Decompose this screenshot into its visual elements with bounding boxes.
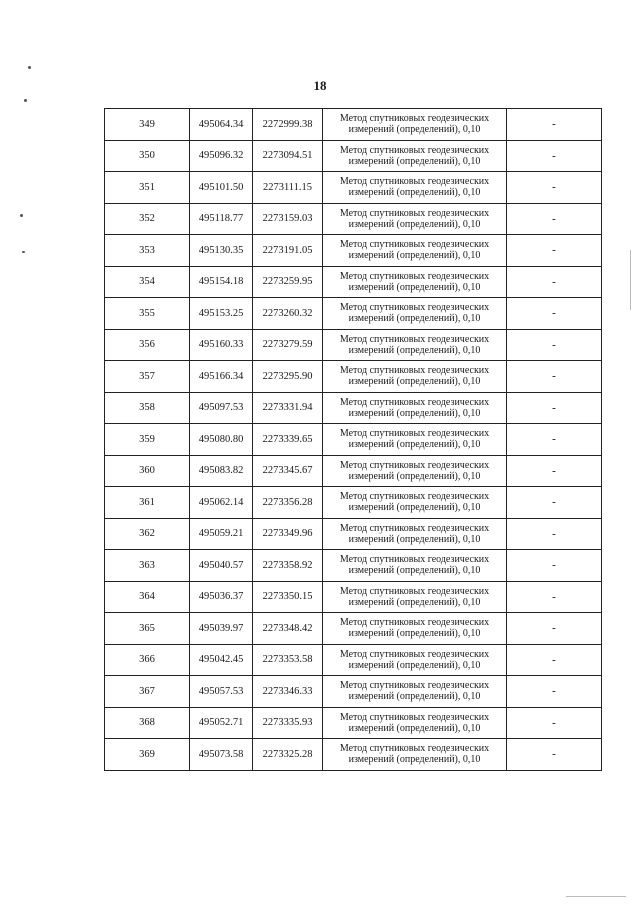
method-cell <box>323 266 507 298</box>
method-line-2: измерений (определений), 0,10 <box>348 659 481 671</box>
table-row <box>105 235 602 267</box>
table-row <box>105 676 602 708</box>
note-cell: - <box>507 298 602 330</box>
point-number-cell: 353 <box>105 235 190 267</box>
method-line-1: Метод спутниковых геодезических <box>339 396 490 408</box>
method-line-2: измерений (определений), 0,10 <box>348 250 481 262</box>
table-row <box>105 203 602 235</box>
method-line-2: измерений (определений), 0,10 <box>348 439 481 451</box>
method-line-1: Метод спутниковых геодезических <box>339 207 490 219</box>
method-line-2: измерений (определений), 0,10 <box>348 124 481 136</box>
note-cell: - <box>507 676 602 708</box>
method-line-1: Метод спутниковых геодезических <box>339 144 490 156</box>
x-coordinate-cell: 495057.53 <box>190 676 253 708</box>
method-line-1: Метод спутниковых геодезических <box>339 617 490 629</box>
point-number-cell: 361 <box>105 487 190 519</box>
method-cell <box>323 739 507 771</box>
point-number-cell: 352 <box>105 203 190 235</box>
table-row <box>105 644 602 676</box>
table-row <box>105 455 602 487</box>
x-coordinate-cell: 495160.33 <box>190 329 253 361</box>
method-line-1: Метод спутниковых геодезических <box>339 333 490 345</box>
method-line-2: измерений (определений), 0,10 <box>348 754 481 766</box>
scan-speck <box>22 251 25 253</box>
note-cell: - <box>507 707 602 739</box>
y-coordinate-cell: 2273279.59 <box>253 329 323 361</box>
method-cell <box>323 235 507 267</box>
point-number-cell: 358 <box>105 392 190 424</box>
point-number-cell: 368 <box>105 707 190 739</box>
method-line-1: Метод спутниковых геодезических <box>339 711 490 723</box>
y-coordinate-cell: 2273191.05 <box>253 235 323 267</box>
coordinates-table <box>104 108 602 771</box>
x-coordinate-cell: 495154.18 <box>190 266 253 298</box>
x-coordinate-cell: 495118.77 <box>190 203 253 235</box>
y-coordinate-cell: 2273356.28 <box>253 487 323 519</box>
method-line-2: измерений (определений), 0,10 <box>348 502 481 514</box>
note-cell: - <box>507 613 602 645</box>
method-line-1: Метод спутниковых геодезических <box>339 648 490 660</box>
method-cell <box>323 613 507 645</box>
method-cell <box>323 140 507 172</box>
y-coordinate-cell: 2273358.92 <box>253 550 323 582</box>
method-line-2: измерений (определений), 0,10 <box>348 533 481 545</box>
x-coordinate-cell: 495036.37 <box>190 581 253 613</box>
page-number: 18 <box>313 78 327 93</box>
note-cell: - <box>507 455 602 487</box>
method-cell <box>323 707 507 739</box>
note-cell: - <box>507 266 602 298</box>
method-line-2: измерений (определений), 0,10 <box>348 470 481 482</box>
method-cell <box>323 172 507 204</box>
y-coordinate-cell: 2273159.03 <box>253 203 323 235</box>
x-coordinate-cell: 495040.57 <box>190 550 253 582</box>
y-coordinate-cell: 2273353.58 <box>253 644 323 676</box>
table-row <box>105 707 602 739</box>
method-line-2: измерений (определений), 0,10 <box>348 407 481 419</box>
note-cell: - <box>507 424 602 456</box>
y-coordinate-cell: 2273346.33 <box>253 676 323 708</box>
x-coordinate-cell: 495130.35 <box>190 235 253 267</box>
x-coordinate-cell: 495052.71 <box>190 707 253 739</box>
table-row <box>105 550 602 582</box>
method-cell <box>323 329 507 361</box>
note-cell: - <box>507 550 602 582</box>
note-cell: - <box>507 392 602 424</box>
x-coordinate-cell: 495042.45 <box>190 644 253 676</box>
table-row <box>105 487 602 519</box>
note-cell: - <box>507 140 602 172</box>
method-cell <box>323 109 507 141</box>
note-cell: - <box>507 172 602 204</box>
method-cell <box>323 424 507 456</box>
method-line-1: Метод спутниковых геодезических <box>339 113 490 125</box>
x-coordinate-cell: 495062.14 <box>190 487 253 519</box>
method-line-2: измерений (определений), 0,10 <box>348 376 481 388</box>
y-coordinate-cell: 2273348.42 <box>253 613 323 645</box>
y-coordinate-cell: 2273339.65 <box>253 424 323 456</box>
point-number-cell: 359 <box>105 424 190 456</box>
method-cell <box>323 644 507 676</box>
x-coordinate-cell: 495039.97 <box>190 613 253 645</box>
method-line-1: Метод спутниковых геодезических <box>339 585 490 597</box>
table-row <box>105 172 602 204</box>
note-cell: - <box>507 361 602 393</box>
x-coordinate-cell: 495083.82 <box>190 455 253 487</box>
method-cell <box>323 455 507 487</box>
y-coordinate-cell: 2273111.15 <box>253 172 323 204</box>
scan-edge-line <box>630 250 631 310</box>
x-coordinate-cell: 495064.34 <box>190 109 253 141</box>
method-line-2: измерений (определений), 0,10 <box>348 344 481 356</box>
x-coordinate-cell: 495059.21 <box>190 518 253 550</box>
method-line-1: Метод спутниковых геодезических <box>339 522 490 534</box>
table-row <box>105 140 602 172</box>
method-line-2: измерений (определений), 0,10 <box>348 218 481 230</box>
note-cell: - <box>507 581 602 613</box>
method-cell <box>323 203 507 235</box>
point-number-cell: 365 <box>105 613 190 645</box>
note-cell: - <box>507 109 602 141</box>
table-row <box>105 361 602 393</box>
method-cell <box>323 676 507 708</box>
coordinates-table-body <box>105 109 602 771</box>
point-number-cell: 366 <box>105 644 190 676</box>
point-number-cell: 367 <box>105 676 190 708</box>
x-coordinate-cell: 495101.50 <box>190 172 253 204</box>
table-row <box>105 424 602 456</box>
point-number-cell: 351 <box>105 172 190 204</box>
method-line-2: измерений (определений), 0,10 <box>348 628 481 640</box>
note-cell: - <box>507 518 602 550</box>
method-line-2: измерений (определений), 0,10 <box>348 691 481 703</box>
point-number-cell: 369 <box>105 739 190 771</box>
table-row <box>105 329 602 361</box>
y-coordinate-cell: 2273331.94 <box>253 392 323 424</box>
note-cell: - <box>507 329 602 361</box>
method-line-1: Метод спутниковых геодезических <box>339 428 490 440</box>
point-number-cell: 354 <box>105 266 190 298</box>
method-line-2: измерений (определений), 0,10 <box>348 565 481 577</box>
method-line-1: Метод спутниковых геодезических <box>339 680 490 692</box>
method-line-2: измерений (определений), 0,10 <box>348 313 481 325</box>
x-coordinate-cell: 495166.34 <box>190 361 253 393</box>
y-coordinate-cell: 2273349.96 <box>253 518 323 550</box>
y-coordinate-cell: 2273260.32 <box>253 298 323 330</box>
table-row <box>105 266 602 298</box>
method-line-1: Метод спутниковых геодезических <box>339 270 490 282</box>
note-cell: - <box>507 235 602 267</box>
table-row <box>105 613 602 645</box>
point-number-cell: 355 <box>105 298 190 330</box>
x-coordinate-cell: 495097.53 <box>190 392 253 424</box>
method-line-1: Метод спутниковых геодезических <box>339 365 490 377</box>
table-row <box>105 392 602 424</box>
table-row <box>105 739 602 771</box>
point-number-cell: 357 <box>105 361 190 393</box>
method-line-2: измерений (определений), 0,10 <box>348 281 481 293</box>
method-cell <box>323 298 507 330</box>
point-number-cell: 363 <box>105 550 190 582</box>
x-coordinate-cell: 495153.25 <box>190 298 253 330</box>
method-cell <box>323 487 507 519</box>
y-coordinate-cell: 2273345.67 <box>253 455 323 487</box>
point-number-cell: 362 <box>105 518 190 550</box>
method-line-2: измерений (определений), 0,10 <box>348 187 481 199</box>
point-number-cell: 349 <box>105 109 190 141</box>
point-number-cell: 356 <box>105 329 190 361</box>
method-line-1: Метод спутниковых геодезических <box>339 554 490 566</box>
scan-speck <box>20 214 23 217</box>
scan-edge-line <box>566 896 626 897</box>
y-coordinate-cell: 2272999.38 <box>253 109 323 141</box>
note-cell: - <box>507 739 602 771</box>
table-row <box>105 518 602 550</box>
y-coordinate-cell: 2273350.15 <box>253 581 323 613</box>
x-coordinate-cell: 495073.58 <box>190 739 253 771</box>
point-number-cell: 350 <box>105 140 190 172</box>
table-row <box>105 298 602 330</box>
scan-speck <box>28 66 31 69</box>
y-coordinate-cell: 2273335.93 <box>253 707 323 739</box>
method-cell <box>323 361 507 393</box>
scan-speck <box>24 99 27 102</box>
note-cell: - <box>507 644 602 676</box>
y-coordinate-cell: 2273259.95 <box>253 266 323 298</box>
method-line-1: Метод спутниковых геодезических <box>339 239 490 251</box>
table-row <box>105 109 602 141</box>
method-cell <box>323 392 507 424</box>
x-coordinate-cell: 495080.80 <box>190 424 253 456</box>
method-cell <box>323 581 507 613</box>
table-row <box>105 581 602 613</box>
method-line-1: Метод спутниковых геодезических <box>339 302 490 314</box>
note-cell: - <box>507 203 602 235</box>
point-number-cell: 360 <box>105 455 190 487</box>
y-coordinate-cell: 2273295.90 <box>253 361 323 393</box>
method-line-1: Метод спутниковых геодезических <box>339 459 490 471</box>
y-coordinate-cell: 2273325.28 <box>253 739 323 771</box>
x-coordinate-cell: 495096.32 <box>190 140 253 172</box>
note-cell: - <box>507 487 602 519</box>
method-line-1: Метод спутниковых геодезических <box>339 743 490 755</box>
method-line-1: Метод спутниковых геодезических <box>339 176 490 188</box>
method-cell <box>323 550 507 582</box>
method-line-2: измерений (определений), 0,10 <box>348 155 481 167</box>
point-number-cell: 364 <box>105 581 190 613</box>
method-line-2: измерений (определений), 0,10 <box>348 596 481 608</box>
method-line-2: измерений (определений), 0,10 <box>348 722 481 734</box>
y-coordinate-cell: 2273094.51 <box>253 140 323 172</box>
method-cell <box>323 518 507 550</box>
method-line-1: Метод спутниковых геодезических <box>339 491 490 503</box>
